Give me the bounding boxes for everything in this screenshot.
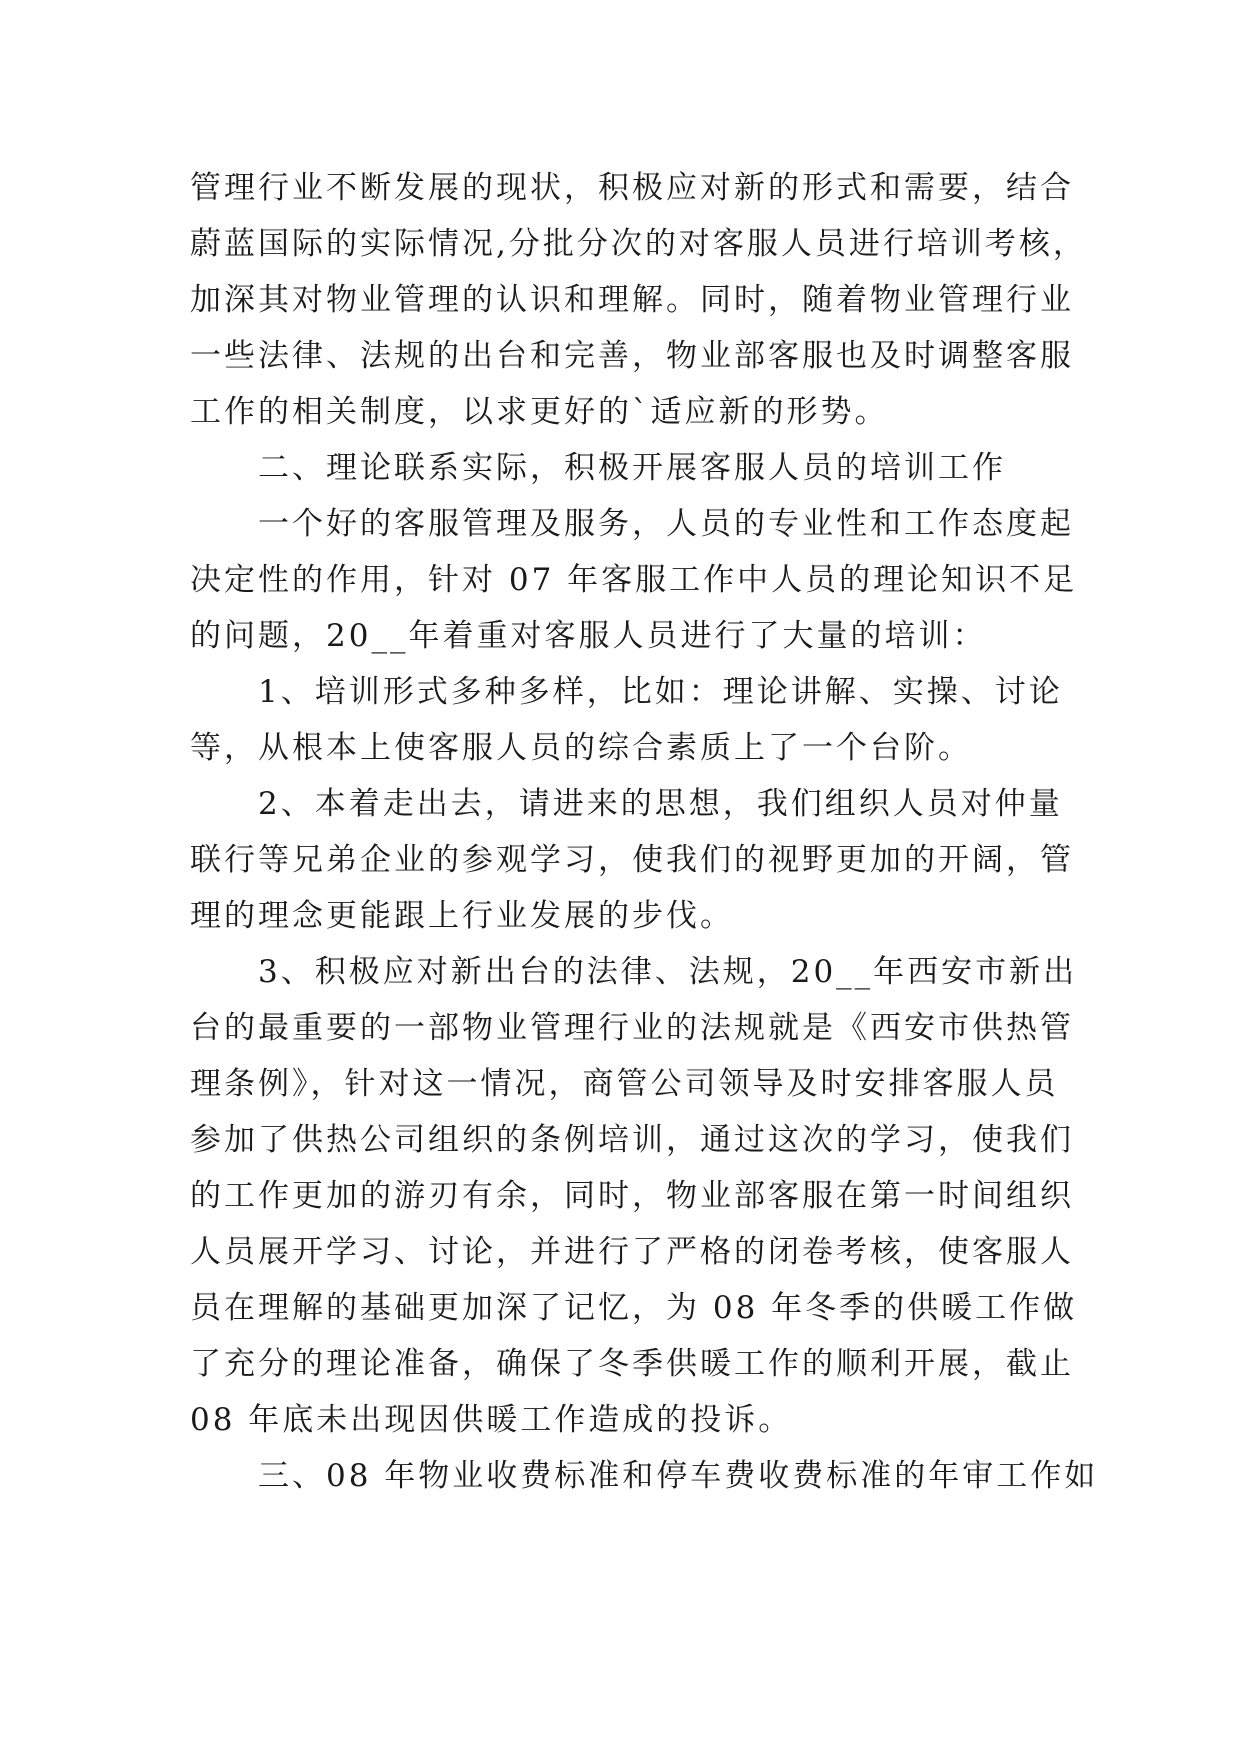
text-line: 理条例》，针对这一情况，商管公司领导及时安排客服人员 [190,1066,1059,1102]
text-line: 员在理解的基础更加深了记忆，为 08 年冬季的供暖工作做 [190,1290,1078,1326]
text-line: 人员展开学习、讨论，并进行了严格的闭卷考核，使客服人 [190,1234,1074,1270]
text-line: 3、积极应对新出台的法律、法规，20__年西安市新出 [258,954,1078,990]
text-line: 的问题，20__年着重对客服人员进行了大量的培训： [190,618,987,654]
text-line: 理的理念更能跟上行业发展的步伐。 [190,898,734,934]
text-line: 决定性的作用，针对 07 年客服工作中人员的理论知识不足 [190,562,1078,598]
text-line: 的工作更加的游刃有余，同时，物业部客服在第一时间组织 [190,1178,1074,1214]
text-line: 管理行业不断发展的现状，积极应对新的形式和需要，结合 [190,170,1074,206]
text-line: 一个好的客服管理及服务，人员的专业性和工作态度起 [258,506,1074,542]
text-line: 台的最重要的一部物业管理行业的法规就是《西安市供热管 [190,1010,1074,1046]
text-line: 三、08 年物业收费标准和停车费收费标准的年审工作如 [258,1458,1099,1494]
text-line: 工作的相关制度，以求更好的`适应新的形势。 [190,394,889,430]
text-line: 参加了供热公司组织的条例培训，通过这次的学习，使我们 [190,1122,1074,1158]
text-line: 08 年底未出现因供暖工作造成的投诉。 [190,1402,793,1438]
text-line: 2、本着走出去，请进来的思想，我们组织人员对仲量 [258,786,1063,822]
text-line: 联行等兄弟企业的参观学习，使我们的视野更加的开阔，管 [190,842,1074,878]
text-line: 等，从根本上使客服人员的综合素质上了一个台阶。 [190,730,972,766]
document-body [190,160,1099,1504]
text-line: 1、培训形式多种多样，比如：理论讲解、实操、讨论 [258,674,1063,710]
text-line: 蔚蓝国际的实际情况,分批分次的对客服人员进行培训考核， [190,226,1087,262]
text-line: 一些法律、法规的出台和完善，物业部客服也及时调整客服 [190,338,1074,374]
text-line: 加深其对物业管理的认识和理解。同时，随着物业管理行业 [190,282,1074,318]
text-line: 二、理论联系实际，积极开展客服人员的培训工作 [258,450,1006,486]
text-line: 了充分的理论准备，确保了冬季供暖工作的顺利开展，截止 [190,1346,1074,1382]
